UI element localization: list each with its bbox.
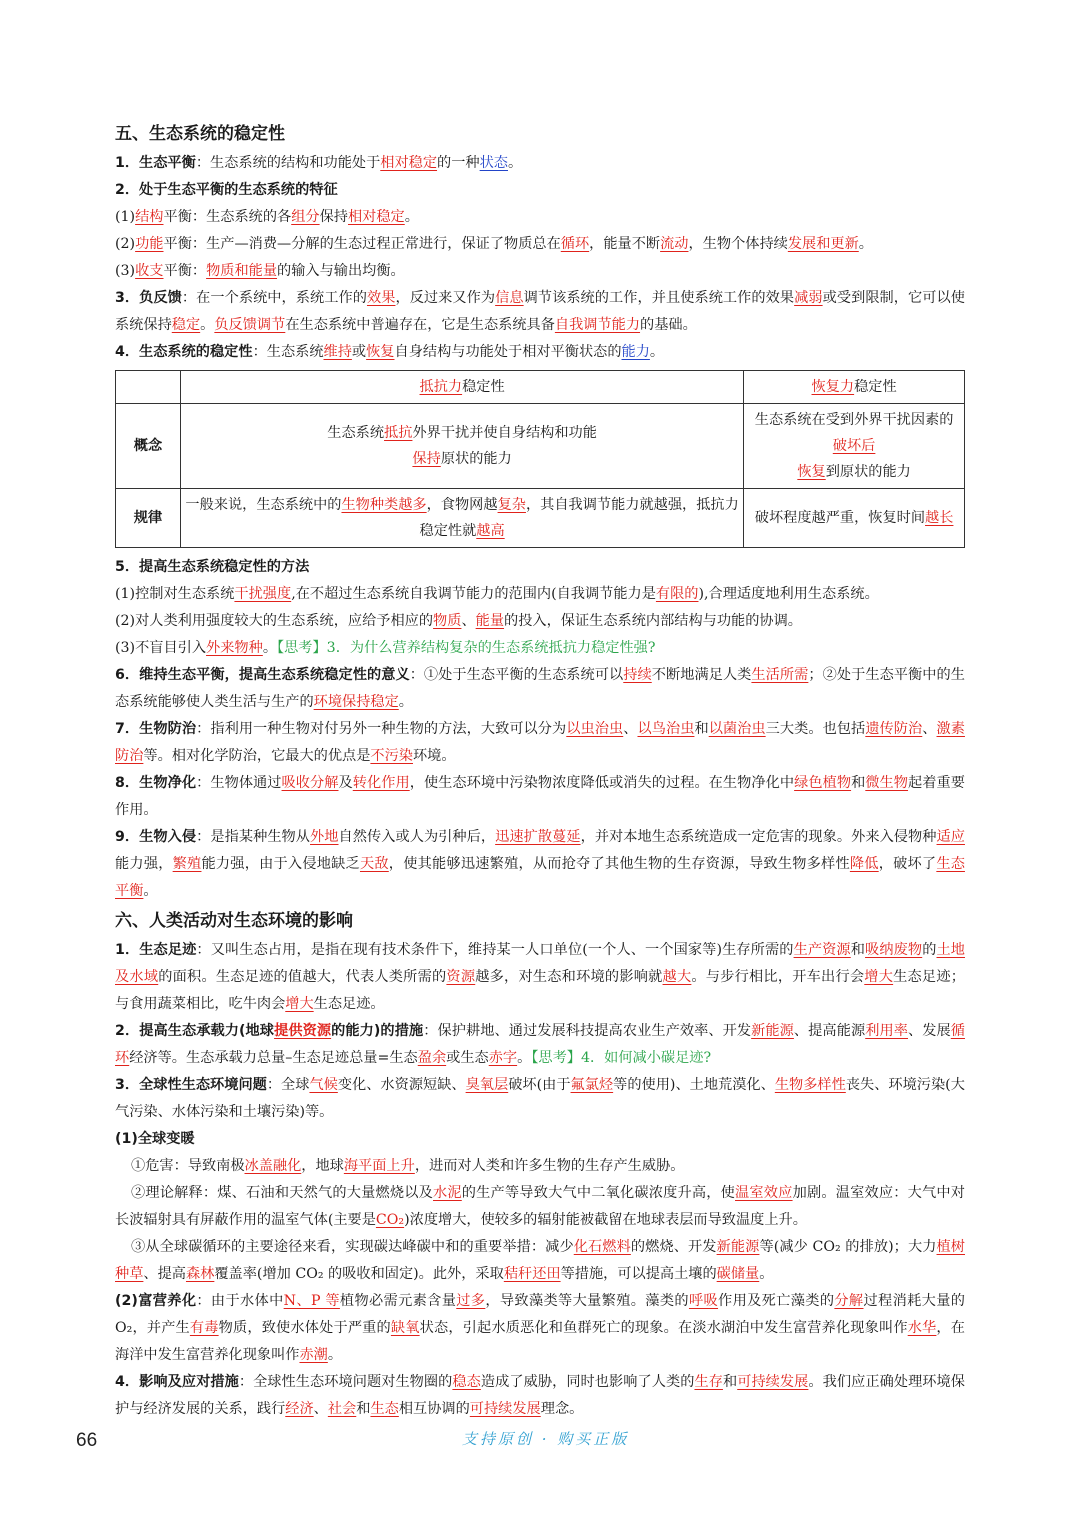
key-term: 稳定	[171, 317, 201, 333]
key-term: 呼吸	[688, 1293, 719, 1309]
key-term: N、P 等	[283, 1293, 340, 1309]
s5-item-8: 8．生物净化：生物体通过吸收分解及转化作用，使生态环境中污染物浓度降低或消失的过程。在生物净化中绿色植物和微生物起着重要作用。	[115, 775, 965, 818]
table-cell: 生态系统抵抗外界干扰并使自身结构和功能 保持原状的能力	[181, 404, 744, 489]
s5-item-5b: (2)对人类利用强度较大的生态系统，应给予相应的物质、能量的投入，保证生态系统内部结构与功能的协调。	[115, 613, 802, 629]
footer-slogan: 支持原创 · 购买正版	[462, 1430, 630, 1448]
key-term: 冰盖融化	[244, 1158, 302, 1174]
key-term: 组分	[291, 209, 320, 225]
s6-item-3a1: ①危害：导致南极冰盖融化，地球海平面上升，进而对人类和许多生物的生存产生威胁。	[131, 1158, 685, 1174]
key-term: 可持续发展	[469, 1401, 541, 1417]
section-6-title: 六、人类活动对生态环境的影响	[115, 911, 353, 931]
key-term: 减弱	[794, 290, 823, 306]
table-row-header: 概念	[116, 404, 181, 489]
key-term: 生态平衡	[115, 856, 965, 899]
key-term: 水泥	[433, 1185, 462, 1201]
think-question: 【思考】3．为什么营养结构复杂的生态系统抵抗力稳定性强?	[277, 640, 656, 656]
key-term: 稳态	[452, 1374, 481, 1390]
key-term: 激素防治	[115, 721, 965, 764]
key-term: 缺氧	[390, 1320, 420, 1336]
key-term: 外来物种	[206, 640, 263, 656]
key-term: 氟氯烃	[570, 1077, 614, 1093]
s5-item-5c: (3)不盲目引入外来物种。【思考】3．为什么营养结构复杂的生态系统抵抗力稳定性强?	[115, 640, 656, 656]
key-term: 以虫治虫	[566, 721, 624, 737]
key-term: 盈余	[417, 1050, 447, 1066]
key-term: 有限的	[655, 586, 699, 602]
key-term: 土地及水域	[115, 942, 965, 985]
key-term: 新能源	[751, 1023, 794, 1039]
key-term: 物质	[433, 613, 462, 629]
key-term: 物质和能量	[206, 263, 278, 279]
key-term: 绿色植物	[794, 775, 852, 791]
s5-item-2c: (3)收支平衡：物质和能量的输入与输出均衡。	[115, 263, 405, 279]
key-term: 海平面上升	[343, 1158, 415, 1174]
key-term: 水华	[907, 1320, 937, 1336]
key-term: 效果	[366, 290, 396, 306]
key-term: 自我调节能力	[554, 317, 641, 333]
key-term: 遗传防治	[865, 721, 923, 737]
key-term: 相对稳定	[380, 155, 438, 171]
key-term: 降低	[849, 856, 879, 872]
key-term: 可持续发展	[737, 1374, 809, 1390]
s5-item-2b: (2)功能平衡：生产—消费—分解的生态过程正常进行，保证了物质总在循环，能量不断流动，生物个体持续发展和更新。	[115, 236, 873, 252]
key-term: 森林	[185, 1266, 215, 1282]
section-5-title: 五、生态系统的稳定性	[115, 124, 285, 144]
page-number: 66	[76, 1430, 98, 1451]
key-term: 迅速扩散蔓延	[495, 829, 581, 845]
think-question: 【思考】4．如何减小碳足迹?	[531, 1050, 712, 1066]
s5-item-6: 6．维持生态平衡，提高生态系统稳定性的意义：①处于生态平衡的生态系统可以持续不断地满足人类生活所需；②处于生态平衡中的生态系统能够使人类生活与生产的环境保持稳定。	[115, 667, 965, 710]
key-term: 微生物	[865, 775, 909, 791]
s6-item-3a3: ③从全球碳循环的主要途径来看，实现碳达峰碳中和的重要举措：减少化石燃料的燃烧、开发新能源等(减少 CO₂ 的排放)；大力植树种草、提高森林覆盖率(增加 CO₂ 的吸收和固定)。此外，采取秸秆还田等措施，可以提高土壤的碳储量。	[115, 1239, 965, 1282]
table-row	[116, 404, 965, 489]
s6-item-3b: (2)富营养化：由于水体中N、P 等植物必需元素含量过多，导致藻类等大量繁殖。藻类的呼吸作用及死亡藻类的分解过程消耗大量的 O₂，并产生有毒物质，致使水体处于严重的缺氧状态，引起水质恶化和鱼群死亡的现象。在淡水湖泊中发生富营养化现象叫作水华，在海洋中发生富营养化现象叫作赤潮。	[115, 1293, 965, 1363]
key-term: CO₂	[375, 1212, 405, 1228]
key-term: 环境保持稳定	[313, 694, 399, 710]
key-term: 生活所需	[751, 667, 809, 683]
key-term: 生产资源	[793, 942, 851, 958]
stability-comparison-table	[115, 370, 965, 548]
s6-item-3a2: ②理论解释：煤、石油和天然气的大量燃烧以及水泥的生产等导致大气中二氧化碳浓度升高，使温室效应加剧。温室效应：大气中对长波辐射具有屏蔽作用的温室气体(主要是CO₂)浓度增大，使较多的辐射能被截留在地球表层而导致温度上升。	[115, 1185, 965, 1228]
key-term: 结构	[135, 209, 164, 225]
key-term: 功能	[135, 236, 164, 252]
key-term: 维持	[323, 344, 352, 360]
key-term: 温室效应	[735, 1185, 793, 1201]
s5-item-5a: (1)控制对生态系统干扰强度,在不超过生态系统自我调节能力的范围内(自我调节能力是有限的),合理适度地利用生态系统。	[115, 586, 879, 602]
s5-item-1: 1．生态平衡：生态系统的结构和功能处于相对稳定的一种状态。	[115, 155, 523, 171]
key-term: 以鸟治虫	[637, 721, 695, 737]
s5-item-2: 2．处于生态平衡的生态系统的特征	[115, 182, 338, 198]
key-term: 繁殖	[172, 856, 202, 872]
key-term: 状态	[479, 155, 508, 171]
key-term: 生态	[370, 1401, 399, 1417]
key-term: 赤字	[488, 1050, 518, 1066]
key-term: 能力	[621, 344, 650, 360]
key-term: 赤潮	[299, 1347, 328, 1363]
key-term: 循环	[115, 1023, 965, 1066]
table-header-row	[116, 371, 965, 404]
key-term: 过多	[456, 1293, 486, 1309]
key-term: 适应	[936, 829, 965, 845]
key-term: 生存	[694, 1374, 723, 1390]
table-cell: 生态系统在受到外界干扰因素的破坏后 恢复到原状的能力	[744, 404, 965, 489]
s5-item-2a: (1)结构平衡：生态系统的各组分保持相对稳定。	[115, 209, 419, 225]
s5-item-5: 5．提高生态系统稳定性的方法	[115, 559, 310, 575]
table-row-header: 规律	[116, 489, 181, 548]
table-corner-cell	[116, 371, 181, 404]
key-term: 能量	[475, 613, 505, 629]
s6-item-3a: (1)全球变暖	[115, 1131, 195, 1147]
key-term: 恢复	[366, 344, 395, 360]
key-term: 信息	[495, 290, 524, 306]
key-term: 持续	[623, 667, 652, 683]
key-term: 越大	[662, 969, 692, 985]
key-term: 秸秆还田	[503, 1266, 561, 1282]
key-term: 有毒	[189, 1320, 219, 1336]
key-term: 新能源	[716, 1239, 760, 1255]
key-term: 吸纳废物	[865, 942, 923, 958]
s6-item-1: 1．生态足迹：又叫生态占用，是指在现有技术条件下，维持某一人口单位(一个人、一个国家等)生存所需的生产资源和吸纳废物的土地及水域的面积。生态足迹的值越大，代表人类所需的资源越多，对生态和环境的影响就越大。与步行相比，开车出行会增大生态足迹；与食用蔬菜相比，吃牛肉会增大生态足迹。	[115, 942, 965, 1012]
s6-item-4: 4．影响及应对措施：全球性生态环境问题对生物圈的稳态造成了威胁，同时也影响了人类的生存和可持续发展。我们应正确处理环境保护与经济发展的关系，践行经济、社会和生态相互协调的可持续发展理念。	[115, 1374, 965, 1417]
table-cell: 一般来说，生态系统中的生物种类越多，食物网越复杂，其自我调节能力就越强，抵抗力稳定性就越高	[181, 489, 744, 548]
table-cell: 破坏程度越严重，恢复时间越长	[744, 489, 965, 548]
s6-item-3: 3．全球性生态环境问题：全球气候变化、水资源短缺、臭氧层破坏(由于氟氯烃等的使用)、土地荒漠化、生物多样性丧失、环境污染(大气污染、水体污染和土壤污染)等。	[115, 1077, 965, 1120]
key-term: 资源	[446, 969, 476, 985]
page-content	[115, 118, 965, 1423]
key-term: 分解	[834, 1293, 864, 1309]
key-term: 干扰强度	[234, 586, 292, 602]
key-term: 天敌	[359, 856, 389, 872]
s6-item-2: 2．提高生态承载力(地球提供资源的能力)的措施：保护耕地、通过发展科技提高农业生产效率、开发新能源、提高能源利用率、发展循环经济等。生态承载力总量–生态足迹总量=生态盈余或生态赤字。【思考】4．如何减小碳足迹?	[115, 1023, 965, 1066]
key-term: 负反馈调节	[214, 317, 286, 333]
table-row	[116, 489, 965, 548]
key-term: 不污染	[370, 748, 413, 764]
key-term: 吸收分解	[281, 775, 339, 791]
key-term: 碳储量	[716, 1266, 760, 1282]
key-term: 利用率	[865, 1023, 908, 1039]
table-header-resilience: 恢复力稳定性	[744, 371, 965, 404]
table-header-resistance: 抵抗力稳定性	[181, 371, 744, 404]
key-term: 植树种草	[115, 1239, 965, 1282]
key-term: 转化作用	[352, 775, 410, 791]
key-term: 增大	[285, 996, 314, 1012]
key-term: 流动	[660, 236, 689, 252]
key-term: 经济	[285, 1401, 314, 1417]
key-term: 社会	[327, 1401, 357, 1417]
key-term: 臭氧层	[465, 1077, 509, 1093]
s5-item-9: 9．生物入侵：是指某种生物从外地自然传入或人为引种后，迅速扩散蔓延，并对本地生态系统造成一定危害的现象。外来入侵物种适应能力强，繁殖能力强，由于入侵地缺乏天敌，使其能够迅速繁殖，从而抢夺了其他生物的生存资源，导致生物多样性降低，破坏了生态平衡。	[115, 829, 965, 899]
key-term: 发展和更新	[787, 236, 859, 252]
s5-item-3: 3．负反馈：在一个系统中，系统工作的效果，反过来又作为信息调节该系统的工作，并且使系统工作的效果减弱或受到限制，它可以使系统保持稳定。负反馈调节在生态系统中普遍存在，它是生态系统具备自我调节能力的基础。	[115, 290, 965, 333]
s5-item-7: 7．生物防治：指利用一种生物对付另外一种生物的方法，大致可以分为以虫治虫、以鸟治虫和以菌治虫三大类。也包括遗传防治、激素防治等。相对化学防治，它最大的优点是不污染环境。	[115, 721, 965, 764]
key-term: 以菌治虫	[708, 721, 766, 737]
key-term: 生物多样性	[774, 1077, 846, 1093]
key-term: 收支	[135, 263, 164, 279]
key-term: 增大	[864, 969, 894, 985]
s5-item-4: 4．生态系统的稳定性：生态系统维持或恢复自身结构与功能处于相对平衡状态的能力。	[115, 344, 665, 360]
key-term: 循环	[560, 236, 590, 252]
key-term: 化石燃料	[573, 1239, 631, 1255]
key-term: 气候	[309, 1077, 338, 1093]
key-term: 外地	[310, 829, 339, 845]
key-term: 相对稳定	[347, 209, 405, 225]
